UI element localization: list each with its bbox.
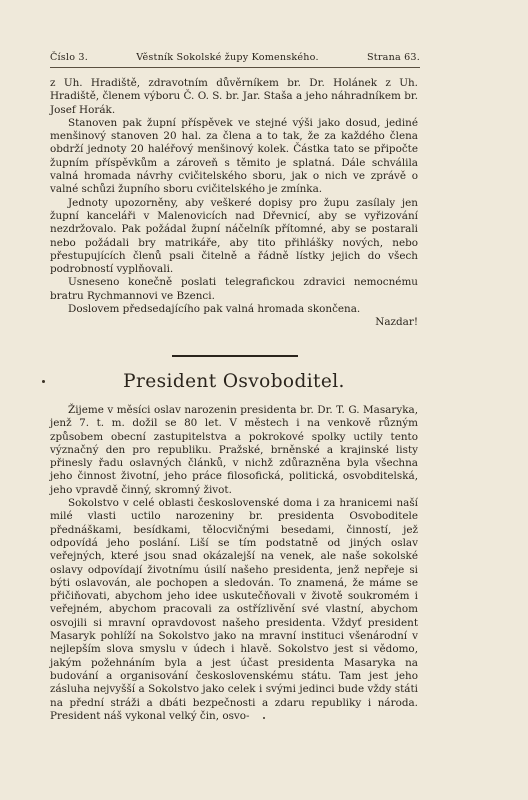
report-paragraph: Usneseno konečně poslati telegrafickou zdravici nemocnému bratru Rychmannovi ve Bzenci. <box>50 276 418 302</box>
ink-speck <box>42 380 45 383</box>
report-paragraph: Doslovem předsedajícího pak valná hromada skončena. <box>68 303 361 316</box>
page-number: Strana 63. <box>367 52 420 63</box>
article-paragraph: Žijeme v měsíci oslav narozenin presidenta br. Dr. T. G. Masaryka, jenž 7. t. m. dožil se 80 let. V městech i na venkově různým způsobem obecní zastupitelstva a pokrokové spolky uctily tento význačný den pro republiku. Pražské, brněnské a krajinské listy přinesly řadu oslavných článků, v nichž zdůrazněna byla všechna jeho činnost životní, jeho práce filosofická, politická, osvobditelská, jeho vpravdě činný, skromný život. <box>50 404 418 496</box>
journal-title: Věstník Sokolské župy Komenského. <box>136 52 319 63</box>
ink-speck <box>263 717 265 719</box>
article-title: President Osvoboditel. <box>123 371 345 392</box>
article-body <box>50 404 418 723</box>
article-paragraph: Sokolstvo v celé oblasti československé doma i za hranicemi naší milé vlasti uctilo narozeniny br. presidenta Osvoboditele přednáškami, besídkami, tělocvičnými besedami, činností, jež odpovídá jeho poslání. Liší se tím podstatně od jiných oslav veřejných, které jsou snad okázalejší na venek, ale naše sokolské oslavy odpovídají životnímu úsilí našeho presidenta, jenž nepřeje si býti oslavován, ale pochopen a sledován. To znamená, že máme se přičiňovati, abychom jeho idee uskutečňovali v životě soukromém i veřejném, abychom pracovali za ostřízlivění své vlastní, abychom osvojili si mravní opravdovost našeho presidenta. Vždyť president Masaryk pohlíží na Sokolstvo jako na mravní instituci všenárodní v nejlepším slova smyslu v údech i hlavě. Sokolstvo jest si vědomo, jakým požehnáním byla a jest účast presidenta Masaryka na budování a organisování československému státu. Tam jest jeho zásluha nejvyšší a Sokolstvo jako celek i svými jedinci bude vždy státi na přední stráži a dbáti bezpečnosti a zdaru republiky i národa. President náš vykonal velký čin, osvo- <box>50 497 418 722</box>
report-paragraph: Stanoven pak župní příspěvek ve stejné výši jako dosud, jediné menšinový stanoven 20 hal. za člena a to tak, že za každého člena obdrží jednoty 20 haléřový menšinový kolek. Částka tato se připočte župním příspěvkům a zároveň s těmito je splatná. Dále schválila valná hromada návrhy cvičitelského sboru, jak o nich ve zprávě o valné schůzi župního sboru cvičitelského je zmínka. <box>50 116 418 196</box>
section-divider <box>172 355 298 357</box>
closing-salute: Nazdar! <box>375 316 418 329</box>
report-paragraph: z Uh. Hradiště, zdravotním důvěrníkem br. Dr. Holánek z Uh. Hradiště, členem výboru Č. O. S. br. Jar. Staša a jeho náhradníkem br. Josef Horák. <box>50 77 418 116</box>
report-paragraph: Jednoty upozorněny, aby veškeré dopisy pro župu zasílaly jen župní kanceláři v Malenovicích nad Dřevnicí, aby se vyřizování nezdržovalo. Pak požádal župní náčelník přítomné, aby se postarali nebo požádali bry matrikáře, aby tito přihlášky nových, nebo přestupujících členů psali čitelně a řádně lístky jejich do všech podrobností vyplňovali. <box>50 196 418 276</box>
continued-report <box>50 77 418 330</box>
running-header <box>50 52 420 63</box>
issue-number: Číslo 3. <box>50 52 88 63</box>
header-rule <box>50 67 420 68</box>
